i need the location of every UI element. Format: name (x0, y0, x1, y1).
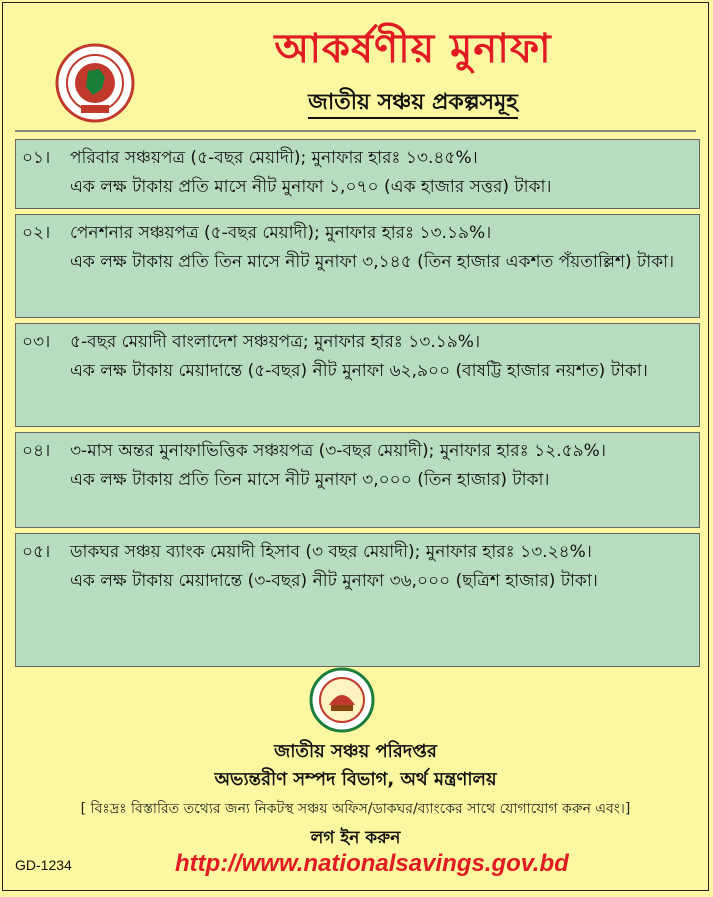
scheme-profit: এক লক্ষ টাকায় প্রতি মাসে নীট মুনাফা ১,০৭০ (এক হাজার সত্তর) টাকা। (70, 177, 552, 197)
advertisement (2, 2, 709, 891)
page-subtitle (153, 85, 673, 122)
department-name: জাতীয় সঞ্চয় পরিদপ্তর (274, 741, 437, 762)
ministry-name: অভ্যন্তরীণ সম্পদ বিভাগ, অর্থ মন্ত্রণালয় (214, 769, 497, 790)
scheme-number: ০৪। (22, 441, 51, 461)
scheme-number: ০১। (22, 148, 51, 168)
scheme-number: ০৩। (22, 332, 51, 352)
scheme-item (15, 323, 700, 427)
national-savings-logo-icon (309, 667, 375, 733)
page-title: আকর্ষণীয় মুনাফা (274, 26, 552, 72)
scheme-rate: পেনশনার সঞ্চয়পত্র (৫-বছর মেয়াদী); মুনাফার হারঃ ১৩.১৯%। (70, 223, 492, 243)
login-text: লগ ইন করুন (310, 828, 401, 848)
website-link[interactable]: http://www.nationalsavings.gov.bd (175, 850, 569, 877)
scheme-profit: এক লক্ষ টাকায় প্রতি তিন মাসে নীট মুনাফা ৩,১৪৫ (তিন হাজার একশত পঁয়তাল্লিশ) টাকা। (70, 252, 675, 272)
scheme-profit: এক লক্ষ টাকায় মেয়াদান্তে (৫-বছর) নীট মুনাফা ৬২,৯০০ (বাষট্টি হাজার নয়শত) টাকা। (70, 361, 648, 381)
scheme-item (15, 139, 700, 209)
divider (15, 130, 696, 132)
scheme-rate: ডাকঘর সঞ্চয় ব্যাংক মেয়াদী হিসাব (৩ বছর মেয়াদী); মুনাফার হারঃ ১৩.২৪%। (70, 542, 592, 562)
scheme-item (15, 214, 700, 318)
ad-code: GD-1234 (15, 857, 72, 873)
scheme-rate: পরিবার সঞ্চয়পত্র (৫-বছর মেয়াদী); মুনাফার হারঃ ১৩.৪৫%। (70, 148, 478, 168)
scheme-item (15, 533, 700, 667)
note-text: [ বিঃদ্রঃ বিস্তারিত তথ্যের জন্য নিকটস্থ সঞ্চয় অফিস/ডাকঘর/ব্যাংকের সাথে যোগাযোগ করুন এবং।] (80, 801, 631, 817)
scheme-profit: এক লক্ষ টাকায় প্রতি তিন মাসে নীট মুনাফা ৩,০০০ (তিন হাজার) টাকা। (70, 470, 550, 490)
government-seal-icon (55, 43, 135, 123)
scheme-item (15, 432, 700, 528)
scheme-number: ০৫। (22, 542, 51, 562)
scheme-profit: এক লক্ষ টাকায় মেয়াদান্তে (৩-বছর) নীট মুনাফা ৩৬,০০০ (ছত্রিশ হাজার) টাকা। (70, 571, 598, 591)
subtitle-text: জাতীয় সঞ্চয় প্রকল্পসমূহ (308, 90, 518, 119)
scheme-rate: ৫-বছর মেয়াদী বাংলাদেশ সঞ্চয়পত্র; মুনাফার হারঃ ১৩.১৯%। (70, 332, 481, 352)
scheme-rate: ৩-মাস অন্তর মুনাফাভিত্তিক সঞ্চয়পত্র (৩-বছর মেয়াদী); মুনাফার হারঃ ১২.৫৯%। (70, 441, 606, 461)
scheme-list (15, 139, 700, 672)
scheme-number: ০২। (22, 223, 51, 243)
